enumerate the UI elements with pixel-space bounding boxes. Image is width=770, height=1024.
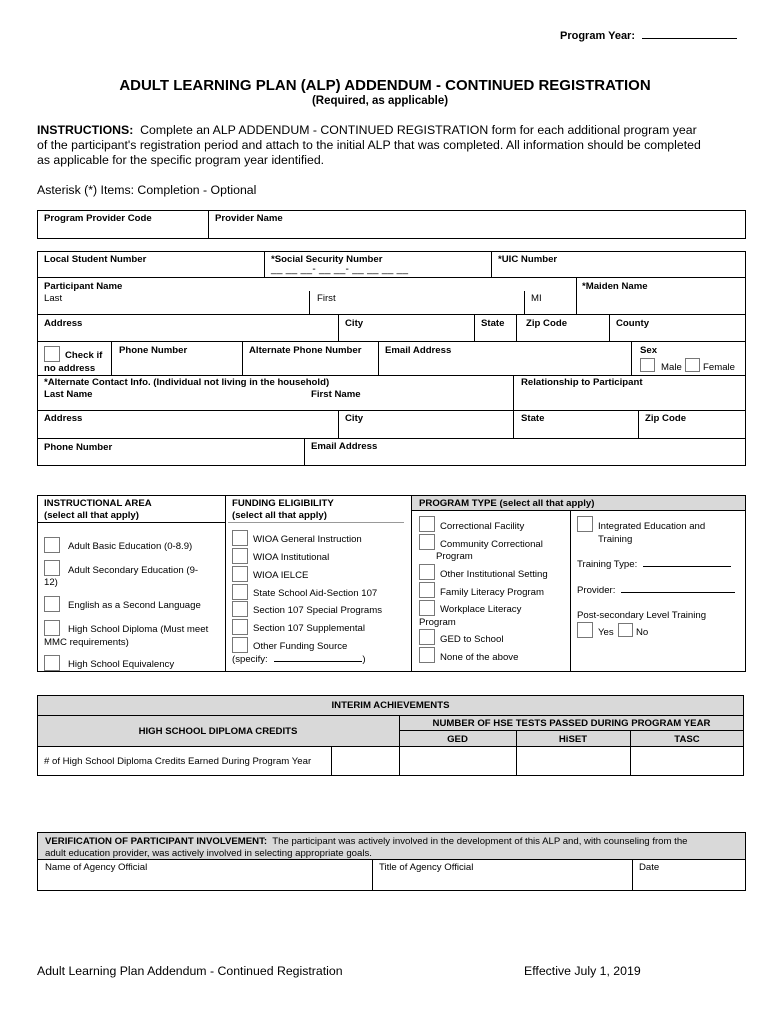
correctional-label: Correctional Facility — [440, 521, 525, 532]
postsecondary-no-label: No — [636, 627, 649, 638]
funding-wioa-general-label: WIOA General Instruction — [253, 534, 362, 545]
instructions — [37, 123, 757, 168]
page-subtitle: (Required, as applicable) — [311, 95, 449, 107]
funding-special-programs-checkbox[interactable] — [232, 601, 248, 617]
instructional-area-heading: INSTRUCTIONAL AREA (select all that apply) — [44, 498, 152, 521]
alt-first-name-label: First Name — [311, 389, 361, 400]
local-student-number-label: Local Student Number — [44, 254, 147, 265]
ssn-label: *Social Security Number — [271, 254, 383, 265]
community-correctional-checkbox[interactable] — [419, 534, 435, 550]
community-correctional-label-2: Program — [436, 551, 473, 562]
ase-label-2: 12) — [44, 577, 58, 588]
participant-name-label: Participant Name — [44, 281, 123, 292]
footer-effective-date: Effective July 1, 2019 — [524, 964, 641, 978]
postsecondary-yes-label: Yes — [598, 627, 614, 638]
provider-code-label: Program Provider Code — [44, 213, 152, 224]
alt-contact-heading: *Alternate Contact Info. (Individual not living in the household) — [44, 377, 330, 388]
abe-label: Adult Basic Education (0-8.9) — [68, 541, 193, 552]
female-label: Female — [703, 362, 735, 373]
abe-checkbox[interactable] — [44, 537, 60, 553]
family-literacy-label: Family Literacy Program — [440, 587, 544, 598]
other-institutional-checkbox[interactable] — [419, 564, 435, 580]
none-checkbox[interactable] — [419, 647, 435, 663]
provider-name-input[interactable] — [212, 224, 742, 237]
tasc-input[interactable] — [632, 748, 742, 774]
funding-wioa-institutional-checkbox[interactable] — [232, 548, 248, 564]
instructions-text-3: as applicable for the specific program year identified. — [37, 153, 325, 167]
alt-email-label: Email Address — [311, 441, 378, 452]
relationship-label: Relationship to Participant — [521, 377, 643, 388]
verification-heading: VERIFICATION OF PARTICIPANT INVOLVEMENT: — [45, 836, 268, 847]
maiden-name-label: *Maiden Name — [582, 281, 648, 292]
ase-checkbox[interactable] — [44, 560, 60, 576]
hsd-label-2: MMC requirements) — [44, 637, 129, 648]
workplace-literacy-label-1: Workplace Literacy — [440, 604, 522, 615]
female-checkbox[interactable] — [685, 358, 700, 372]
alt-city-label: City — [345, 413, 364, 424]
alt-zip-label: Zip Code — [645, 413, 687, 424]
funding-specify: (specify: ) — [232, 654, 366, 665]
integrated-checkbox[interactable] — [577, 516, 593, 532]
first-name-label: First — [317, 293, 336, 304]
maiden-name-input[interactable] — [580, 293, 742, 311]
training-type-field: Training Type: — [577, 559, 731, 570]
city-label: City — [345, 318, 364, 329]
instructions-label: INSTRUCTIONS: — [37, 123, 134, 137]
alt-address-label: Address — [44, 413, 83, 424]
asterisk-note: Asterisk (*) Items: Completion - Optional — [37, 183, 257, 197]
workplace-literacy-checkbox[interactable] — [419, 600, 435, 616]
training-type-input[interactable] — [643, 566, 731, 567]
alt-last-name-label: Last Name — [44, 389, 93, 400]
hiset-column: HiSET — [558, 734, 588, 745]
ssn-input[interactable]: __ __ __- __ __- __ __ __ __ — [271, 264, 409, 275]
uic-label: *UIC Number — [498, 254, 558, 265]
state-label: State — [481, 318, 505, 329]
provider-field: Provider: — [577, 585, 735, 596]
esl-checkbox[interactable] — [44, 596, 60, 612]
postsecondary-no-checkbox[interactable] — [618, 623, 633, 637]
correctional-checkbox[interactable] — [419, 516, 435, 532]
phone-label: Phone Number — [119, 345, 188, 356]
no-address-checkbox[interactable] — [44, 346, 60, 362]
workplace-literacy-label-2: Program — [419, 617, 456, 628]
hsd-checkbox[interactable] — [44, 620, 60, 636]
hse-checkbox[interactable] — [44, 655, 60, 671]
funding-specify-input[interactable] — [274, 661, 362, 662]
funding-supplemental-checkbox[interactable] — [232, 619, 248, 635]
funding-other-label: Other Funding Source — [253, 641, 348, 652]
none-label: None of the above — [440, 652, 519, 663]
ged-input[interactable] — [401, 748, 514, 774]
county-label: County — [616, 318, 650, 329]
ged-to-school-checkbox[interactable] — [419, 629, 435, 645]
no-address-label: no address — [44, 363, 96, 374]
instructions-text-2: of the participant's registration period and attach to the initial ALP that was completed. All information should be completed — [37, 138, 701, 152]
credits-input[interactable] — [333, 748, 397, 774]
tasc-column: TASC — [674, 734, 700, 745]
integrated-label-1: Integrated Education and — [598, 521, 706, 532]
ged-to-school-label: GED to School — [440, 634, 504, 645]
alt-phone-label: Alternate Phone Number — [249, 345, 362, 356]
alt-phone-label: Phone Number — [44, 442, 113, 453]
postsecondary-yes-checkbox[interactable] — [577, 622, 593, 638]
hs-credits-heading: HIGH SCHOOL DIPLOMA CREDITS — [138, 726, 298, 737]
email-label: Email Address — [385, 345, 452, 356]
male-checkbox[interactable] — [640, 358, 655, 372]
funding-special-programs-label: Section 107 Special Programs — [253, 605, 383, 616]
funding-supplemental-label: Section 107 Supplemental — [253, 623, 366, 634]
last-name-label: Last — [44, 293, 63, 304]
local-student-number-input[interactable] — [40, 265, 260, 276]
credits-row-label: # of High School Diploma Credits Earned During Program Year — [44, 756, 312, 767]
funding-state-aid-label: State School Aid-Section 107 — [253, 588, 378, 599]
page-title: ADULT LEARNING PLAN (ALP) ADDENDUM - CONTINUED REGISTRATION — [119, 77, 651, 94]
instructions-text-1: Complete an ALP ADDENDUM - CONTINUED REGISTRATION form for each additional program year — [140, 123, 697, 137]
address-label: Address — [44, 318, 83, 329]
funding-other-checkbox[interactable] — [232, 637, 248, 653]
funding-wioa-ielce-label: WIOA IELCE — [253, 570, 309, 581]
alt-state-label: State — [521, 413, 545, 424]
integrated-label-2: Training — [598, 534, 633, 545]
postsecondary-label: Post-secondary Level Training — [577, 610, 707, 621]
ase-label-1: Adult Secondary Education (9- — [68, 565, 199, 576]
provider-code-input[interactable] — [40, 224, 205, 237]
funding-wioa-general-checkbox[interactable] — [232, 530, 248, 546]
verification-text: VERIFICATION OF PARTICIPANT INVOLVEMENT: The participant was actively involved in the development of this ALP and, with counseling from the adult education provider, was actively involved in selecting appropriate goals. — [45, 836, 688, 859]
check-if-label: Check if — [65, 350, 103, 361]
family-literacy-checkbox[interactable] — [419, 582, 435, 598]
program-type-heading: PROGRAM TYPE (select all that apply) — [419, 498, 595, 509]
hse-label: High School Equivalency — [68, 659, 175, 670]
funding-wioa-institutional-label: WIOA Institutional — [253, 552, 330, 563]
uic-input[interactable] — [495, 265, 742, 276]
other-institutional-label: Other Institutional Setting — [440, 569, 548, 580]
program-year-label: Program Year: — [560, 30, 636, 42]
ged-column: GED — [447, 734, 468, 745]
community-correctional-label-1: Community Correctional — [440, 539, 543, 550]
program-year-input[interactable] — [642, 38, 737, 39]
sex-label: Sex — [640, 345, 658, 356]
hiset-input[interactable] — [518, 748, 628, 774]
footer-title: Adult Learning Plan Addendum - Continued Registration — [37, 964, 343, 978]
funding-wioa-ielce-checkbox[interactable] — [232, 566, 248, 582]
date-label: Date — [639, 862, 660, 873]
mi-label: MI — [531, 293, 542, 304]
funding-state-aid-checkbox[interactable] — [232, 584, 248, 600]
provider-input[interactable] — [621, 592, 735, 593]
interim-heading: INTERIM ACHIEVEMENTS — [331, 700, 450, 711]
provider-name-label: Provider Name — [215, 213, 283, 224]
zip-label: Zip Code — [526, 318, 568, 329]
male-label: Male — [661, 362, 682, 373]
official-title-label: Title of Agency Official — [379, 862, 474, 873]
funding-heading: FUNDING ELIGIBILITY (select all that apply) — [232, 498, 334, 521]
hse-tests-heading: NUMBER OF HSE TESTS PASSED DURING PROGRAM YEAR — [432, 718, 711, 729]
esl-label: English as a Second Language — [68, 600, 201, 611]
program-year-field — [560, 30, 737, 42]
hsd-label-1: High School Diploma (Must meet — [68, 624, 209, 635]
official-name-label: Name of Agency Official — [45, 862, 148, 873]
